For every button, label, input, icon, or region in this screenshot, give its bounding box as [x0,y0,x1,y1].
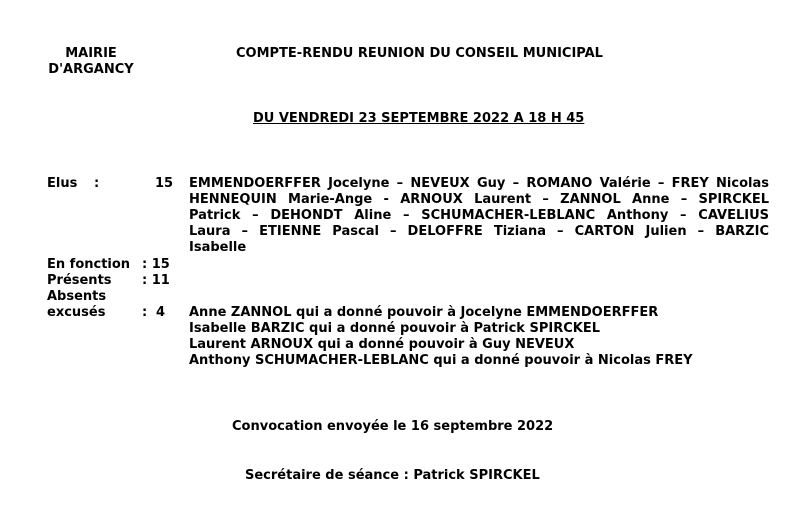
procurations-list [189,305,693,369]
presents-value: : 11 [142,273,170,288]
procuration-item: Anne ZANNOL qui a donné pouvoir à Jocelyne EMMENDOERFFER [189,305,659,320]
procuration-item: Laurent ARNOUX qui a donné pouvoir à Guy NEVEUX [189,337,575,352]
elus-names-list [189,176,769,256]
secretaire-seance: Secrétaire de séance : Patrick SPIRCKEL [245,468,540,483]
excuses-value: 4 [156,305,166,320]
elus-names-line: EMMENDOERFFER Jocelyne – NEVEUX Guy – ROMANO Valérie – FREY Nicolas [189,176,769,191]
elus-names-line: HENNEQUIN Marie-Ange - ARNOUX Laurent – ZANNOL Anne – SPIRCKEL [189,192,769,207]
elus-names-line: Laura – ETIENNE Pascal – DELOFFRE Tiziana – CARTON Julien – BARZIC [189,224,769,239]
absents-label: Absents [47,289,107,304]
presents-label: Présents [47,273,112,288]
elus-colon: : [94,176,100,191]
excuses-colon: : [142,305,148,320]
elus-names-line: Isabelle [189,240,247,255]
elus-label: Elus [47,176,78,191]
page-title: COMPTE-RENDU REUNION DU CONSEIL MUNICIPAL [236,46,603,61]
mairie-line: MAIRIE [65,46,117,61]
mairie-heading [47,46,135,78]
commune-name: D'ARGANCY [48,62,134,77]
convocation-date: Convocation envoyée le 16 septembre 2022 [232,419,554,434]
en-fonction-label: En fonction [47,257,131,272]
procuration-item: Anthony SCHUMACHER-LEBLANC qui a donné pouvoir à Nicolas FREY [189,353,693,368]
elus-names-line: Patrick – DEHONDT Aline – SCHUMACHER-LEBLANC Anthony – CAVELIUS [189,208,769,223]
en-fonction-value: : 15 [142,257,170,272]
elus-value: 15 [155,176,174,191]
procuration-item: Isabelle BARZIC qui a donné pouvoir à Patrick SPIRCKEL [189,321,600,336]
meeting-date: DU VENDREDI 23 SEPTEMBRE 2022 A 18 H 45 [253,111,585,126]
excuses-label: excusés [47,305,106,320]
